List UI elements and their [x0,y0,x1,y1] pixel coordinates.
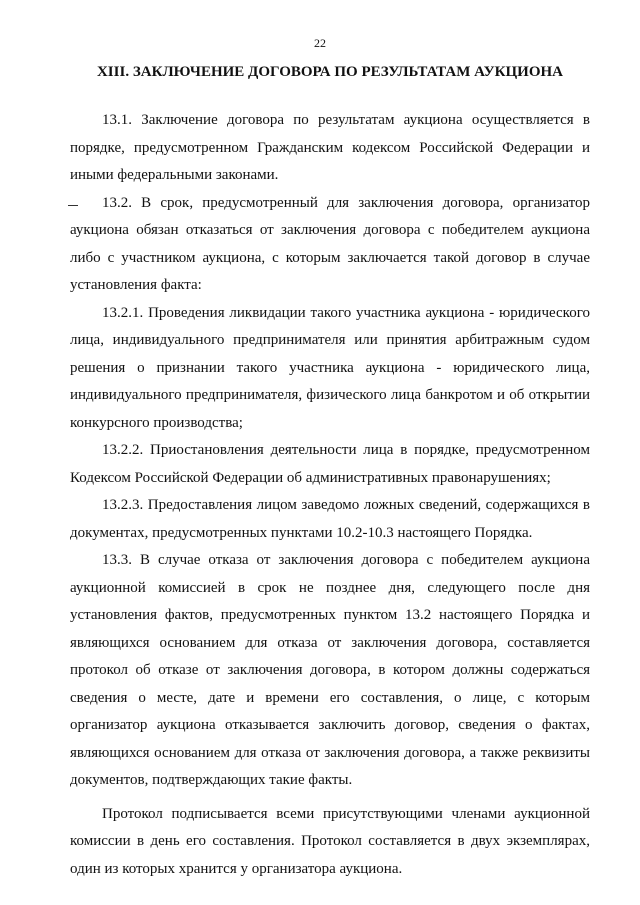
paragraph-13-2-1: 13.2.1. Проведения ликвидации такого участника аукциона - юридического лица, индивидуального предпринимателя или принятия арбитражным судом решения о признании такого участника аукциона - юридического лица, индивидуального предпринимателя, физического лица банкротом и об открытии конкурсного производства; [70,304,590,431]
paragraph-13-2 [70,190,590,300]
paragraph-13-2-text: 13.2. В срок, предусмотренный для заключения договора, организатор аукциона обязан отказаться от заключения договора с победителем аукциона либо с участником аукциона, с которым заключается такой договор в случае установления факта: [70,194,590,293]
paragraph-13-2-3: 13.2.3. Предоставления лицом заведомо ложных сведений, содержащихся в документах, предусмотренных пунктами 10.2-10.3 настоящего Порядка. [70,497,590,541]
margin-dash-mark [68,205,78,206]
paragraph-13-2-2: 13.2.2. Приостановления деятельности лица в порядке, предусмотренном Кодексом Российской Федерации об административных правонарушениях; [70,442,590,486]
paragraph-13-1: 13.1. Заключение договора по результатам аукциона осуществляется в порядке, предусмотренном Гражданским кодексом Российской Федерации и иными федеральными законами. [70,112,590,183]
section-title: XIII. ЗАКЛЮЧЕНИЕ ДОГОВОРА ПО РЕЗУЛЬТАТАМ АУКЦИОНА [96,64,564,80]
page-number: 22 [314,36,326,50]
document-body [70,107,590,883]
paragraph-13-3: 13.3. В случае отказа от заключения договора с победителем аукциона аукционной комиссией в срок не позднее дня, следующего после дня установления фактов, предусмотренных пунктом 13.2 настоящего Порядка и являющихся основанием для отказа от заключения договора, составляется протокол об отказе от заключения договора, в котором должны содержаться сведения о месте, дате и времени его составления, о лице, с которым организатор аукциона отказывается заключить договор, сведения о фактах, являющихся основанием для отказа от заключения договора, а также реквизиты документов, подтверждающих такие факты. [70,552,590,788]
paragraph-protocol: Протокол подписывается всеми присутствующими членами аукционной комиссии в день его составления. Протокол составляется в двух экземплярах, один из которых хранится у организатора аукциона. [70,805,590,877]
